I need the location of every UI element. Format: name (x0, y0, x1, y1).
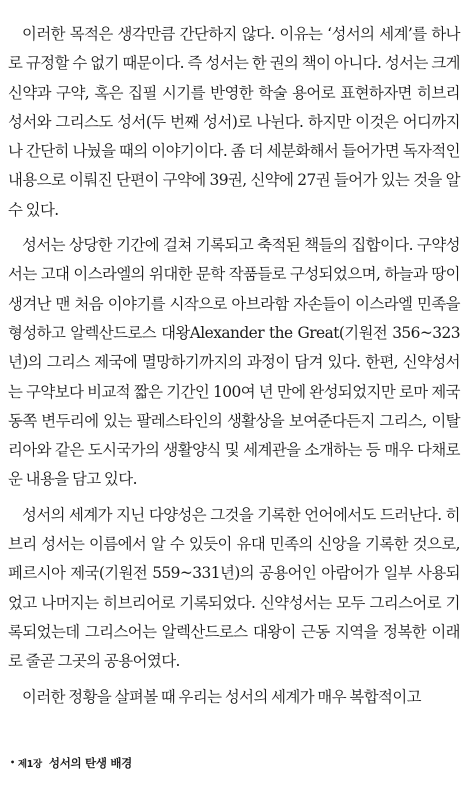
paragraph-3: 성서의 세계가 지닌 다양성은 그것을 기록한 언어에서도 드러난다. 히브리 성서는 이름에서 알 수 있듯이 유대 민족의 신앙을 기록한 것으로, 페르시아 제국(기원전 559~331년)의 공용어인 아람어가 일부 사용되었고 나머지는 히브리어로 기록되었다. 신약성서는 모두 그리스어로 기록되었는데 그리스어는 알렉산드로스 대왕이 근동 지역을 정복한 이래로 줄곧 그곳의 공용어였다. (8, 505, 460, 671)
footer-chapter-label: 제1장 (17, 759, 42, 770)
paragraph-4: 이러한 정황을 살펴볼 때 우리는 성서의 세계가 매우 복합적이고 (22, 687, 421, 706)
page-footer (10, 755, 132, 771)
body-text (8, 20, 460, 712)
paragraph-2: 성서는 상당한 기간에 걸쳐 기록되고 축적된 책들의 집합이다. 구약성서는 고대 이스라엘의 위대한 문학 작품들로 구성되었으며, 하늘과 땅이 생겨난 맨 처음 이야기를 시작으로 아브라함 자손들이 이스라엘 민족을 형성하고 알렉산드로스 대왕Alexander the Great(기원전 356~323년)의 그리스 제국에 멸망하기까지의 과정이 담겨 있다. 한편, 신약성서는 구약보다 비교적 짧은 기간인 100여 년 만에 완성되었지만 로마 제국 동쪽 변두리에 있는 팔레스타인의 생활상을 보여준다든지 그리스, 이탈리아와 같은 도시국가의 생활양식 및 세계관을 소개하는 등 매우 다채로운 내용을 담고 있다. (8, 236, 460, 489)
footer-chapter-title: 성서의 탄생 배경 (48, 756, 132, 770)
paragraph-1: 이러한 목적은 생각만큼 간단하지 않다. 이유는 ‘성서의 세계’를 하나로 규정할 수 없기 때문이다. 즉 성서는 한 권의 책이 아니다. 성서는 크게 신약과 구약, 혹은 집필 시기를 반영한 학술 용어로 표현하자면 히브리 성서와 그리스도 성서(두 번째 성서)로 나뉜다. 하지만 이것은 어디까지나 간단히 나눴을 때의 이야기이다. 좀 더 세분화해서 들어가면 독자적인 내용으로 이뤄진 단편이 구약에 39권, 신약에 27권 들어가 있는 것을 알 수 있다. (8, 25, 460, 219)
footer-bullet: • (10, 758, 15, 767)
